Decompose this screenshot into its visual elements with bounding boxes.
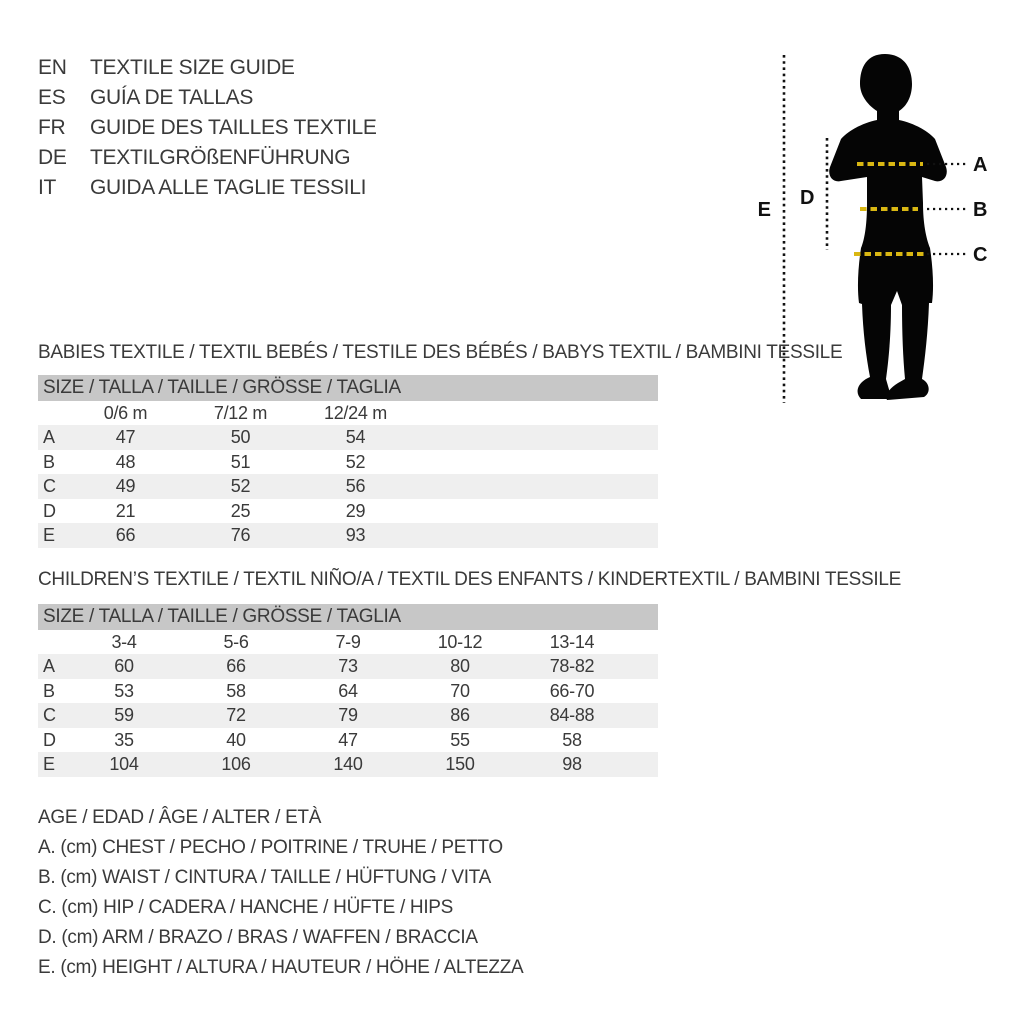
cell: 60 <box>114 656 134 676</box>
table-row <box>38 523 658 548</box>
cell: 150 <box>445 754 475 774</box>
figure-label-d: D <box>800 187 814 209</box>
row-label: E <box>43 754 55 774</box>
cell: 25 <box>230 500 251 521</box>
cell: 73 <box>338 656 358 676</box>
table-row <box>38 679 658 704</box>
legend-hip-line: C. (cm) HIP / CADERA / HANCHE / HÜFTE / HIPS <box>38 897 454 918</box>
babies-col-0-6m: 0/6 m <box>103 403 148 423</box>
children-col-10-12: 10-12 <box>437 632 483 652</box>
lang-row-fr <box>38 113 377 143</box>
children-section-title: CHILDREN’S TEXTILE / TEXTIL NIÑO/A / TEXTIL DES ENFANTS / KINDERTEXTIL / BAMBINI TESSILE <box>38 569 901 590</box>
cell: 59 <box>114 705 134 725</box>
table-row <box>38 752 658 777</box>
row-label: B <box>43 680 55 701</box>
lang-title: GUÍA DE TALLAS <box>90 86 254 109</box>
cell: 49 <box>115 476 136 496</box>
babies-col-7-12m: 7/12 m <box>213 403 268 423</box>
row-label: D <box>43 500 56 521</box>
cell: 70 <box>450 680 470 701</box>
cell: 86 <box>450 705 470 725</box>
table-row <box>38 654 658 679</box>
cell: 76 <box>230 525 251 545</box>
table-row <box>38 703 658 728</box>
table-row <box>38 728 658 753</box>
cell: 47 <box>338 729 358 750</box>
lang-row-en <box>38 53 377 83</box>
language-header <box>38 53 377 203</box>
children-col-3-4: 3-4 <box>111 632 137 652</box>
lang-row-de <box>38 143 377 173</box>
lang-code: FR <box>38 116 66 139</box>
cell: 64 <box>338 680 358 701</box>
lang-title: TEXTILE SIZE GUIDE <box>90 56 295 79</box>
cell: 104 <box>109 754 139 774</box>
lang-code: ES <box>38 86 66 109</box>
legend-age-line: AGE / EDAD / ÂGE / ALTER / ETÀ <box>38 807 322 828</box>
lang-code: EN <box>38 56 67 79</box>
figure-label-c: C <box>973 244 987 266</box>
cell: 54 <box>345 427 366 447</box>
figure-label-e: E <box>757 199 771 221</box>
babies-size-header-bar: SIZE / TALLA / TAILLE / GRÖSSE / TAGLIA <box>38 375 658 401</box>
row-label: C <box>43 705 56 725</box>
cell: 35 <box>114 729 134 750</box>
lang-row-es <box>38 83 377 113</box>
cell: 29 <box>345 500 366 521</box>
row-label: B <box>43 451 55 472</box>
babies-col-12-24m: 12/24 m <box>324 403 387 423</box>
lang-code: DE <box>38 146 67 169</box>
cell: 48 <box>115 451 136 472</box>
cell: 58 <box>562 729 582 750</box>
legend-arm-line: D. (cm) ARM / BRAZO / BRAS / WAFFEN / BRACCIA <box>38 927 478 948</box>
legend-height-line: E. (cm) HEIGHT / ALTURA / HAUTEUR / HÖHE / ALTEZZA <box>38 957 524 978</box>
cell: 47 <box>115 427 136 447</box>
row-label: D <box>43 729 56 750</box>
lang-title: GUIDE DES TAILLES TEXTILE <box>90 116 377 139</box>
legend-chest-line: A. (cm) CHEST / PECHO / POITRINE / TRUHE / PETTO <box>38 837 503 858</box>
table-row <box>38 450 658 475</box>
children-col-13-14: 13-14 <box>549 632 595 652</box>
cell: 98 <box>562 754 582 774</box>
table-row <box>38 425 658 450</box>
row-label: E <box>43 525 55 545</box>
figure-label-b: B <box>973 199 987 221</box>
cell: 40 <box>226 729 246 750</box>
lang-title: GUIDA ALLE TAGLIE TESSILI <box>90 176 367 199</box>
babies-column-header-row <box>38 401 658 425</box>
row-label: A <box>43 656 55 676</box>
cell: 51 <box>230 451 251 472</box>
cell: 80 <box>450 656 470 676</box>
table-row <box>38 499 658 524</box>
cell: 55 <box>450 729 470 750</box>
cell: 53 <box>114 680 134 701</box>
cell: 93 <box>345 525 366 545</box>
babies-section-title: BABIES TEXTILE / TEXTIL BEBÉS / TESTILE DES BÉBÉS / BABYS TEXTIL / BAMBINI TESSILE <box>38 342 843 363</box>
children-size-header-bar: SIZE / TALLA / TAILLE / GRÖSSE / TAGLIA <box>38 604 658 630</box>
cell: 58 <box>226 680 246 701</box>
cell: 52 <box>345 451 366 472</box>
cell: 66 <box>115 525 136 545</box>
children-col-5-6: 5-6 <box>223 632 249 652</box>
babies-corner-cell <box>38 401 68 425</box>
children-corner-cell <box>38 630 68 654</box>
cell: 106 <box>221 754 251 774</box>
cell: 52 <box>230 476 251 496</box>
cell: 84-88 <box>549 705 595 725</box>
cell: 78-82 <box>549 656 595 676</box>
cell: 66 <box>226 656 246 676</box>
cell: 140 <box>333 754 363 774</box>
row-label: A <box>43 427 55 447</box>
measurement-legend <box>38 803 523 983</box>
cell: 56 <box>345 476 366 496</box>
child-silhouette <box>829 54 947 400</box>
figure-label-a: A <box>973 154 987 176</box>
babies-size-table <box>38 375 658 548</box>
lang-code: IT <box>38 176 57 199</box>
cell: 66-70 <box>549 680 595 701</box>
children-col-7-9: 7-9 <box>335 632 361 652</box>
cell: 79 <box>338 705 358 725</box>
lang-title: TEXTILGRÖßENFÜHRUNG <box>90 146 351 169</box>
lang-row-it <box>38 173 377 203</box>
cell: 21 <box>115 500 136 521</box>
children-size-table <box>38 604 658 777</box>
children-column-header-row <box>38 630 658 654</box>
cell: 50 <box>230 427 251 447</box>
legend-waist-line: B. (cm) WAIST / CINTURA / TAILLE / HÜFTUNG / VITA <box>38 867 491 888</box>
row-label: C <box>43 476 56 496</box>
cell: 72 <box>226 705 246 725</box>
table-row <box>38 474 658 499</box>
